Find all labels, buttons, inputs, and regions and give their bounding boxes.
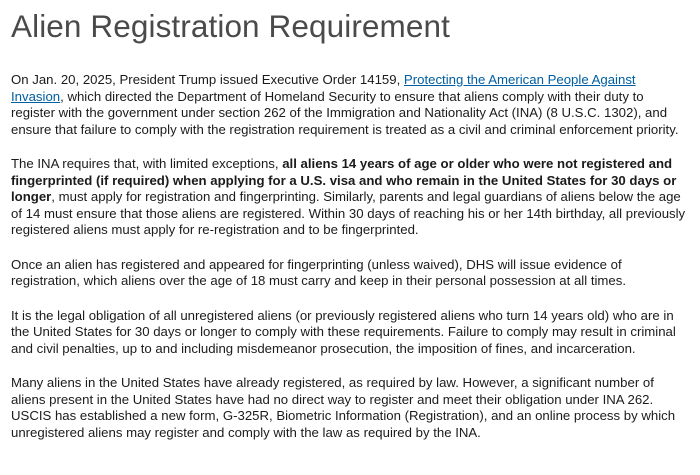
page-title: Alien Registration Requirement <box>11 8 450 44</box>
paragraph-text: , must apply for registration and fingerprinting. Similarly, parents and legal guardians of aliens below the age of 14 must ensure that those aliens are registered. Within 30 days of reaching his or her 14th birthday, all previously registered aliens must apply for re-registration and to be fingerprinted. <box>11 189 686 237</box>
paragraph-new-form: Many aliens in the United States have already registered, as required by law. However, a significant number of aliens present in the United States have had no direct way to register and meet their obligation under INA 262. USCIS has established a new form, G-325R, Biometric Information (Registration), and an online process by which unregistered aliens may register and comply with the law as required by the INA. <box>11 375 676 440</box>
paragraph-text: , which directed the Department of Homeland Security to ensure that aliens comply with their duty to register with the government under section 262 of the Immigration and Nationality Act (INA) (8 U.S.C. 1302), and ensure that failure to comply with the registration requirement is treated as a civil and criminal enforcement priority. <box>11 88 679 137</box>
paragraph-text: The INA requires that, with limited exceptions, <box>11 156 283 171</box>
paragraph-text: On Jan. 20, 2025, President Trump issued Executive Order 14159, <box>11 72 404 87</box>
paragraph-legal-obligation: It is the legal obligation of all unregistered aliens (or previously registered aliens who turn 14 years old) who are in the United States for 30 days or longer to comply with these requirements. Failure to comply may result in criminal and civil penalties, up to and including misdemeanor prosecution, the imposition of fines, and incarceration. <box>11 307 676 356</box>
article <box>11 0 691 441</box>
paragraph-evidence-of-registration: Once an alien has registered and appeared for fingerprinting (unless waived), DHS will issue evidence of registration, which aliens over the age of 18 must carry and keep in their personal possession at all times. <box>11 256 627 288</box>
bold-requirement-text: all aliens 14 years of age or older who were not registered and fingerprinted (if required) when applying for a U.S. visa and who remain in the United States for 30 days or longer <box>11 156 677 204</box>
executive-order-link[interactable]: Protecting the American People Against Invasion <box>11 72 636 104</box>
paragraph-ina-requirement <box>11 156 691 239</box>
paragraph-executive-order <box>11 72 691 138</box>
